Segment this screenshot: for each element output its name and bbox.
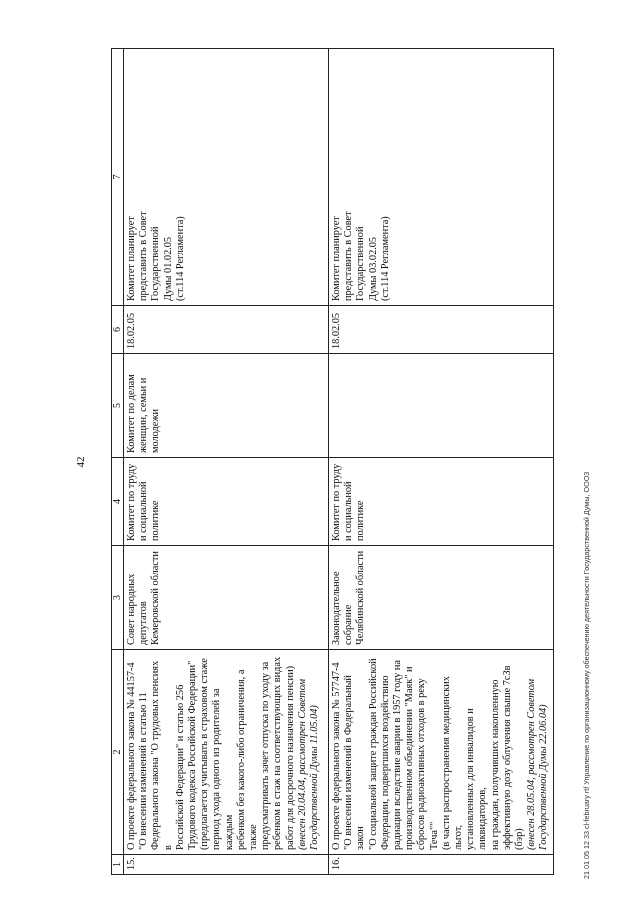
- bill-submission-note-line: (внесен 28.05.04, рассмотрен Советом: [526, 678, 538, 850]
- bill-description-line: ребенком в стаж на соответствующих видах: [272, 656, 284, 850]
- bill-description-line: радиации вследствие аварии в 1957 году на: [392, 660, 404, 850]
- column-header-7: 7: [112, 49, 124, 306]
- committee-line: и социальной: [343, 481, 355, 541]
- bill-description-line: "О внесении изменений в статью 11: [138, 692, 150, 850]
- committee-line: Комитет по труду: [126, 463, 137, 541]
- note-line: Думы 03.02.05: [367, 236, 379, 301]
- initiator-line: депутатов: [138, 601, 150, 645]
- bill-description-cell: [329, 650, 554, 855]
- consideration-date: 18.02.05: [331, 312, 342, 349]
- table-row: [329, 49, 554, 875]
- bills-table: [111, 48, 554, 875]
- initiator-line: Законодательное: [331, 571, 342, 645]
- note-line: Комитет планирует: [126, 216, 137, 301]
- bill-submission-note-line: Государственной Думы 22.06.04): [538, 704, 550, 850]
- bill-description-line: установленных для инвалидов и ликвидаторов,: [465, 708, 489, 850]
- bill-description-line: "О внесении изменений в Федеральный закон: [343, 675, 367, 850]
- bill-submission-note-line: (внесен 20.04.04, рассмотрен Советом: [296, 678, 308, 850]
- table-header-row: [112, 49, 124, 875]
- note-line: (ст.114 Регламента): [379, 216, 391, 301]
- note-line: Думы 01.02.05: [162, 236, 174, 301]
- column-header-3: 3: [112, 546, 124, 650]
- bill-description-line: работ для досрочного назначения пенсии): [284, 665, 296, 850]
- bill-description-line: (предлагается учитывать в страховом стаже: [199, 658, 211, 850]
- date-cell: [329, 306, 554, 354]
- row-number: 16.: [331, 857, 342, 870]
- column-header-2: 2: [112, 650, 124, 855]
- column-header-4: 4: [112, 458, 124, 546]
- co-committee-line: Комитет по делам: [126, 374, 137, 453]
- table-row: [124, 49, 329, 875]
- row-number-cell: [124, 855, 329, 875]
- initiator-line: Челябинской области: [355, 550, 367, 645]
- bill-description-line: "О социальной защите граждан Российской: [367, 658, 379, 850]
- initiator-line: Совет народных: [126, 573, 137, 645]
- bill-description-line: производственном объединении "Маяк" и: [404, 666, 416, 850]
- row-number-cell: [329, 855, 554, 875]
- row-number: 15.: [126, 857, 137, 870]
- bill-description-line: ребенком без какого-либо ограничения, а также: [235, 669, 260, 850]
- initiator-cell: [124, 546, 329, 650]
- co-committee-line: молодежи: [150, 409, 162, 453]
- committee-cell: [124, 458, 329, 546]
- rotated-page-content: [57, 37, 617, 887]
- bill-description-line: предусматривать зачет отпуска по уходу за: [260, 661, 272, 850]
- consideration-date: 18.02.05: [126, 312, 137, 349]
- note-line: (ст.114 Регламента): [174, 216, 186, 301]
- note-line: представить в Совет: [138, 211, 150, 301]
- column-header-6: 6: [112, 306, 124, 354]
- bill-description-line: О проекте федерального закона № 44157-4: [126, 662, 137, 850]
- bill-description-line: (в части распространения медицинских льгот,: [440, 676, 465, 850]
- bill-description-line: О проекте федерального закона № 57747-4: [331, 662, 342, 850]
- note-cell: [124, 49, 329, 306]
- note-line: Государственной: [355, 226, 367, 301]
- bill-submission-note-line: Государственной Думы 11.05.04): [309, 705, 321, 850]
- bill-description-line: Трудового кодекса Российской Федерации": [187, 660, 199, 850]
- bill-description-line: Российской Федерации" и статью 256: [174, 684, 186, 850]
- bill-description-cell: [124, 650, 329, 855]
- page-number: 42: [75, 456, 87, 468]
- committee-line: политике: [150, 500, 162, 541]
- initiator-line: Кемеровской области: [150, 551, 162, 645]
- bill-description-line: Федерального закона "О трудовых пенсиях в: [150, 660, 174, 850]
- note-line: представить в Совет: [343, 211, 355, 301]
- bill-description-line: период ухода одного из родителей за каждым: [211, 688, 235, 850]
- co-committee-cell: [329, 354, 554, 458]
- bill-description-line: Федерации, подвергшихся воздействию: [379, 675, 391, 850]
- date-cell: [124, 306, 329, 354]
- committee-line: политике: [355, 500, 367, 541]
- column-header-5: 5: [112, 354, 124, 458]
- committee-line: и социальной: [138, 481, 150, 541]
- co-committee-line: женщин, семьи и: [138, 377, 150, 453]
- co-committee-cell: [124, 354, 329, 458]
- footer-text: 21 01 05 12 33 cl-february rtf Управление по организационному обеспечению деятельности Государственной Думы, ООО3: [582, 471, 591, 879]
- initiator-cell: [329, 546, 554, 650]
- note-line: Комитет планирует: [331, 216, 342, 301]
- bill-description-line: сбросов радиоактивных отходов в реку Теча"": [416, 678, 440, 850]
- column-header-1: 1: [112, 855, 124, 875]
- bill-description-line: на граждан, получивших накопленную: [489, 679, 501, 850]
- committee-line: Комитет по труду: [331, 463, 342, 541]
- note-line: Государственной: [150, 226, 162, 301]
- bill-description-line: эффективную дозу облучения свыше 7сЗв (бэр): [501, 665, 526, 850]
- committee-cell: [329, 458, 554, 546]
- initiator-line: собрание: [343, 604, 355, 645]
- note-cell: [329, 49, 554, 306]
